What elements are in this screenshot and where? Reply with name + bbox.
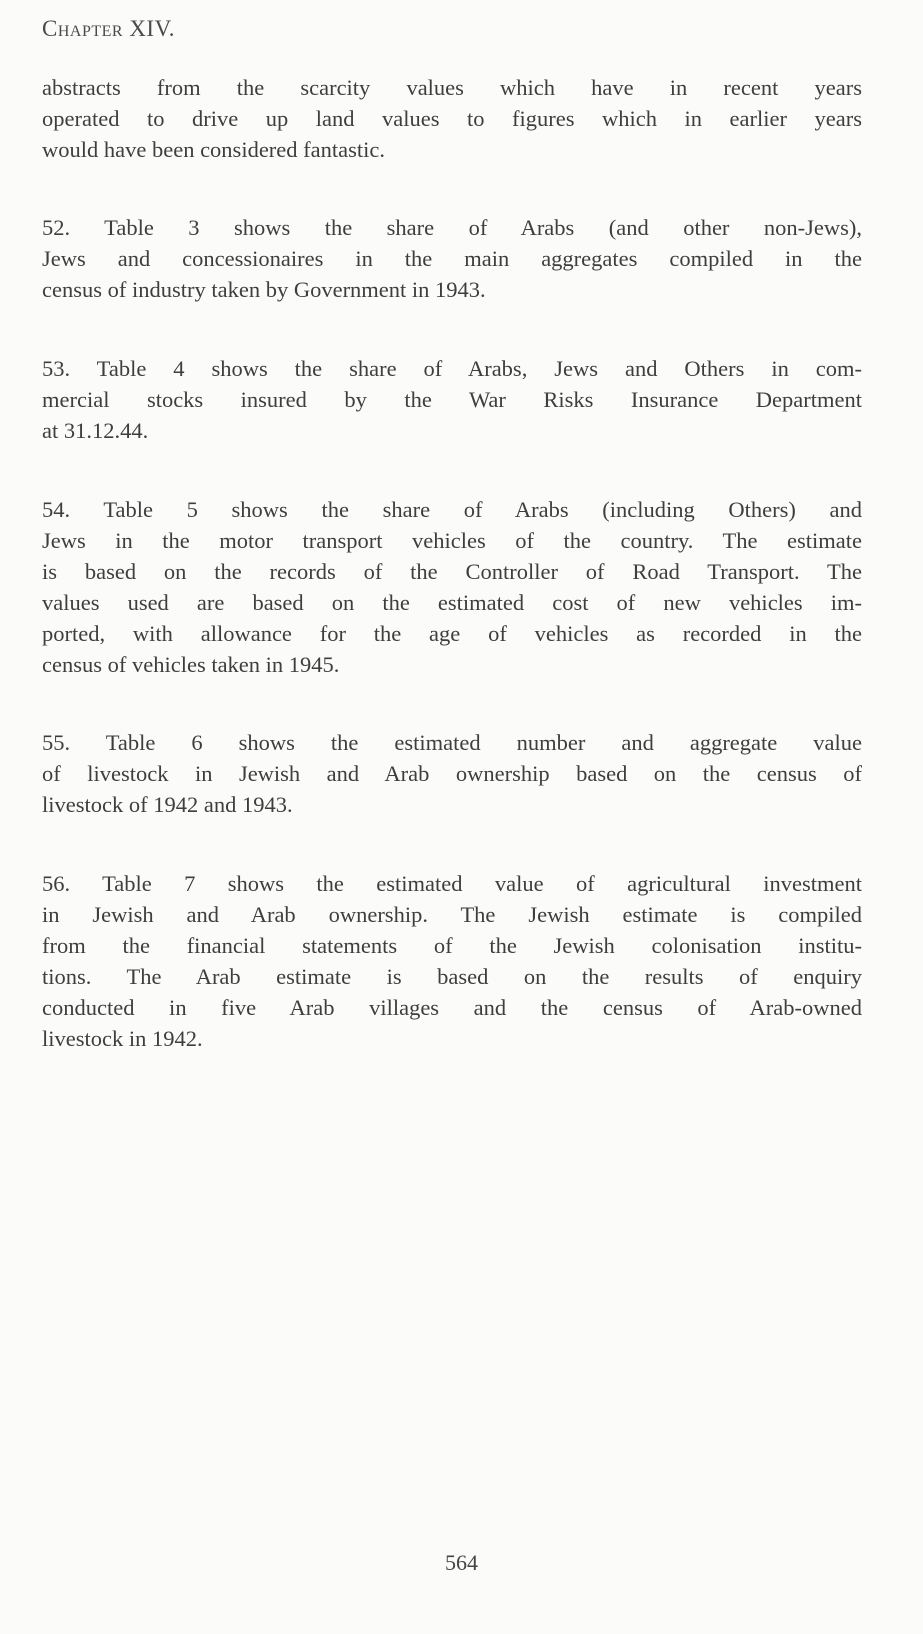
text-line: operated to drive up land values to figures which in earlier years xyxy=(42,106,862,131)
text-line: conducted in five Arab villages and the census of Arab-owned xyxy=(42,995,862,1020)
text-line: values used are based on the estimated cost of new vehicles im- xyxy=(42,590,862,615)
paragraph-53 xyxy=(42,353,862,446)
page-number: 564 xyxy=(445,1550,478,1575)
text-line: from the financial statements of the Jewish colonisation institu- xyxy=(42,933,862,958)
text-line: livestock of 1942 and 1943. xyxy=(42,792,293,817)
text-line: of livestock in Jewish and Arab ownership based on the census of xyxy=(42,761,862,786)
text-line: census of vehicles taken in 1945. xyxy=(42,652,340,677)
text-line: would have been considered fantastic. xyxy=(42,137,385,162)
text-line: ported, with allowance for the age of vehicles as recorded in the xyxy=(42,621,862,646)
paragraph-54 xyxy=(42,494,862,680)
paragraph-intro xyxy=(42,72,862,165)
text-line: 54. Table 5 shows the share of Arabs (including Others) and xyxy=(42,497,862,522)
text-line: tions. The Arab estimate is based on the results of enquiry xyxy=(42,964,862,989)
text-line: livestock in 1942. xyxy=(42,1026,203,1051)
text-line: abstracts from the scarcity values which have in recent years xyxy=(42,75,862,100)
text-line: Jews in the motor transport vehicles of the country. The estimate xyxy=(42,528,862,553)
text-line: 52. Table 3 shows the share of Arabs (and other non-Jews), xyxy=(42,215,862,240)
text-line: at 31.12.44. xyxy=(42,418,149,443)
text-line: 56. Table 7 shows the estimated value of agricultural investment xyxy=(42,871,862,896)
chapter-header: Chapter XIV. xyxy=(42,16,175,41)
text-line: in Jewish and Arab ownership. The Jewish estimate is compiled xyxy=(42,902,862,927)
text-line: census of industry taken by Government in 1943. xyxy=(42,277,486,302)
text-line: 55. Table 6 shows the estimated number and aggregate value xyxy=(42,730,862,755)
text-line: Jews and concessionaires in the main aggregates compiled in the xyxy=(42,246,862,271)
paragraph-52 xyxy=(42,212,862,305)
paragraph-56 xyxy=(42,868,862,1054)
text-line: mercial stocks insured by the War Risks Insurance Department xyxy=(42,387,862,412)
paragraph-55 xyxy=(42,727,862,820)
text-line: is based on the records of the Controller of Road Transport. The xyxy=(42,559,862,584)
text-line: 53. Table 4 shows the share of Arabs, Jews and Others in com- xyxy=(42,356,862,381)
